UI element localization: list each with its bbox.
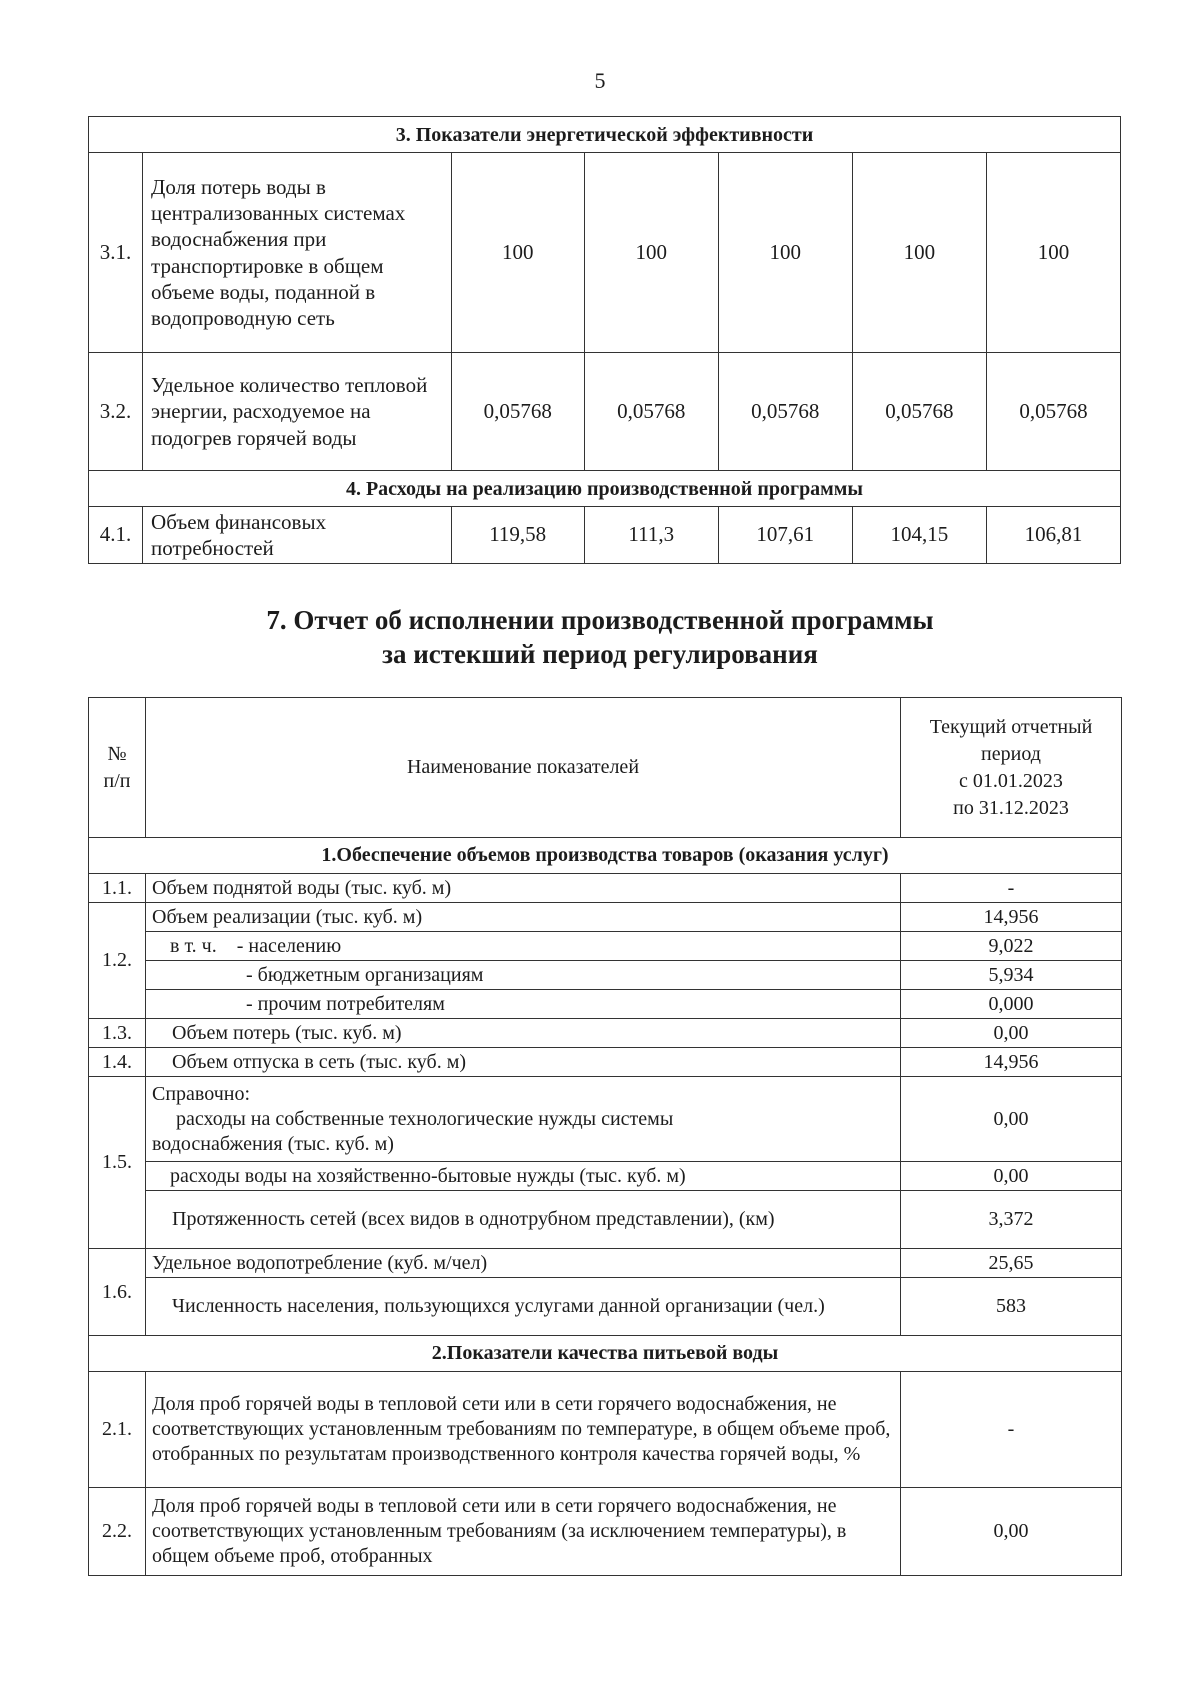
- section-energy-efficiency: 3. Показатели энергетической эффективности: [89, 117, 1121, 153]
- table-row: [89, 1048, 1122, 1077]
- table-row: [89, 1249, 1122, 1278]
- indicator-name-line: расходы на собственные технологические нужды системы: [176, 1107, 674, 1130]
- indicator-value: 0,05768: [718, 353, 852, 471]
- indicator-name: Объем реализации (тыс. куб. м): [146, 903, 901, 932]
- program-execution-report-table: [88, 697, 1122, 1576]
- indicator-name: Объем финансовых потребностей: [143, 507, 452, 564]
- indicator-value: 100: [852, 153, 986, 353]
- indicator-name: Доля потерь воды в централизованных системах водоснабжения при транспортировке в общем объеме воды, поданной в водопроводную сеть: [143, 153, 452, 353]
- indicator-value: 0,000: [901, 990, 1122, 1019]
- table-row: [89, 961, 1122, 990]
- row-number: 1.3.: [89, 1019, 146, 1048]
- indicator-value: 104,15: [852, 507, 986, 564]
- header-period-line: с 01.01.2023: [959, 769, 1063, 792]
- indicator-name: Протяженность сетей (всех видов в однотрубном представлении), (км): [146, 1191, 901, 1249]
- indicator-value: 111,3: [584, 507, 718, 564]
- indicator-name: Объем поднятой воды (тыс. куб. м): [146, 874, 901, 903]
- header-period: [901, 698, 1122, 838]
- row-number: 1.5.: [89, 1077, 146, 1249]
- table-row: [89, 932, 1122, 961]
- indicator-name: - прочим потребителям: [146, 990, 901, 1019]
- indicator-value: 5,934: [901, 961, 1122, 990]
- production-program-indicators-table: [88, 116, 1121, 564]
- table-row: [89, 874, 1122, 903]
- indicator-name: - бюджетным организациям: [146, 961, 901, 990]
- table-row: [89, 990, 1122, 1019]
- row-number: 1.4.: [89, 1048, 146, 1077]
- indicator-value: 119,58: [451, 507, 584, 564]
- row-number: 1.2.: [89, 903, 146, 1019]
- indicator-value: 583: [901, 1278, 1122, 1336]
- indicator-value: 106,81: [986, 507, 1120, 564]
- indicator-name: Объем отпуска в сеть (тыс. куб. м): [146, 1048, 901, 1077]
- row-number: 4.1.: [89, 507, 143, 564]
- indicator-value: 107,61: [718, 507, 852, 564]
- indicator-value: 100: [986, 153, 1120, 353]
- table-header-row: [89, 698, 1122, 838]
- indicator-name: Объем потерь (тыс. куб. м): [146, 1019, 901, 1048]
- table-row: [89, 1191, 1122, 1249]
- indicator-value: 0,05768: [852, 353, 986, 471]
- indicator-value: 100: [718, 153, 852, 353]
- indicator-name: в т. ч. - населению: [146, 932, 901, 961]
- row-number: 3.1.: [89, 153, 143, 353]
- header-period-line: по 31.12.2023: [953, 796, 1069, 819]
- page-number: 5: [594, 68, 606, 93]
- indicator-value: 0,00: [901, 1162, 1122, 1191]
- indicator-name: Удельное водопотребление (куб. м/чел): [146, 1249, 901, 1278]
- indicator-value: 3,372: [901, 1191, 1122, 1249]
- indicator-value: 0,05768: [986, 353, 1120, 471]
- indicator-value: 0,00: [901, 1019, 1122, 1048]
- row-number: 3.2.: [89, 353, 143, 471]
- table-row: [89, 153, 1121, 353]
- row-number: 2.2.: [89, 1488, 146, 1576]
- indicator-name: Удельное количество тепловой энергии, расходуемое на подогрев горячей воды: [143, 353, 452, 471]
- reference-label: Справочно:: [152, 1082, 251, 1105]
- table-row: [89, 1488, 1122, 1576]
- indicator-value: 0,00: [901, 1077, 1122, 1162]
- indicator-value: 25,65: [901, 1249, 1122, 1278]
- indicator-value: 9,022: [901, 932, 1122, 961]
- indicator-value: 0,00: [901, 1488, 1122, 1576]
- row-number: 1.1.: [89, 874, 146, 903]
- header-period-line: период: [981, 742, 1041, 765]
- table-row: [89, 353, 1121, 471]
- table-row: [89, 1077, 1122, 1162]
- indicator-name: [146, 1077, 901, 1162]
- row-number: 1.6.: [89, 1249, 146, 1336]
- header-number: [89, 698, 146, 838]
- table-row: [89, 507, 1121, 564]
- indicator-value: 0,05768: [451, 353, 584, 471]
- indicator-value: 14,956: [901, 1048, 1122, 1077]
- table-row: [89, 1019, 1122, 1048]
- table-row: [89, 903, 1122, 932]
- indicator-value: -: [901, 1372, 1122, 1488]
- indicator-value: -: [901, 874, 1122, 903]
- indicator-name-line: водоснабжения (тыс. куб. м): [152, 1132, 394, 1155]
- section-production-volumes: 1.Обеспечение объемов производства товаров (оказания услуг): [89, 838, 1122, 874]
- report-title-line1: 7. Отчет об исполнении производственной программы: [266, 605, 934, 635]
- indicator-value: 100: [451, 153, 584, 353]
- table-row: [89, 1372, 1122, 1488]
- section-program-costs: 4. Расходы на реализацию производственной программы: [89, 471, 1121, 507]
- indicator-value: 14,956: [901, 903, 1122, 932]
- indicator-name: Численность населения, пользующихся услугами данной организации (чел.): [146, 1278, 901, 1336]
- table-row: [89, 1162, 1122, 1191]
- indicator-value: 100: [584, 153, 718, 353]
- header-indicator-name: Наименование показателей: [146, 698, 901, 838]
- report-title-line2: за истекший период регулирования: [382, 639, 818, 669]
- indicator-name: расходы воды на хозяйственно-бытовые нужды (тыс. куб. м): [146, 1162, 901, 1191]
- indicator-value: 0,05768: [584, 353, 718, 471]
- indicator-name: Доля проб горячей воды в тепловой сети или в сети горячего водоснабжения, не соответствующих установленным требованиям по температуре, в общем объеме проб, отобранных по результатам производственного контроля качества горячей воды, %: [146, 1372, 901, 1488]
- section-drinking-water-quality: 2.Показатели качества питьевой воды: [89, 1336, 1122, 1372]
- header-number-label: п/п: [103, 769, 131, 792]
- indicator-name: Доля проб горячей воды в тепловой сети или в сети горячего водоснабжения, не соответствующих установленным требованиям (за исключением температуры), в общем объеме проб, отобранных: [146, 1488, 901, 1576]
- row-number: 2.1.: [89, 1372, 146, 1488]
- header-number-label: №: [107, 742, 127, 765]
- table-row: [89, 1278, 1122, 1336]
- header-period-line: Текущий отчетный: [929, 715, 1093, 738]
